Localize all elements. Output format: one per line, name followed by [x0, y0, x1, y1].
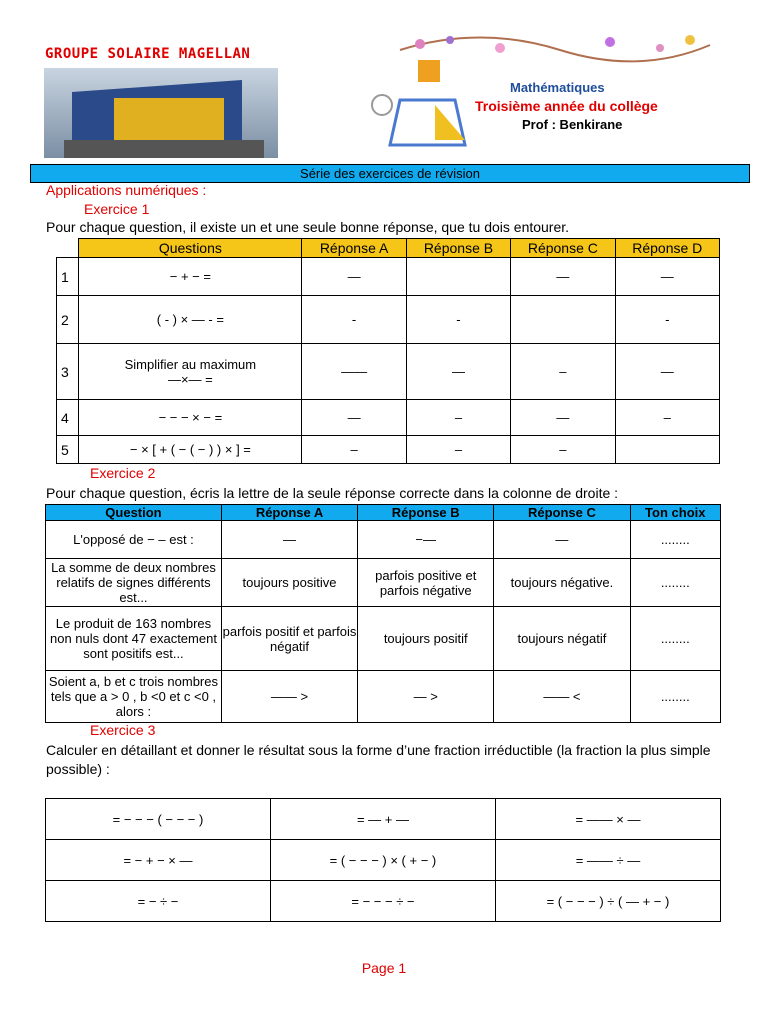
table-row: 1 − + − = — — —: [57, 258, 720, 296]
level: Troisième année du collège: [475, 98, 658, 114]
table-row: Soient a, b et c trois nombres tels que a > 0 , b <0 et c <0 , alors : ―― > ― > ―― < ........: [46, 671, 721, 723]
exercise-1-table: [56, 238, 720, 464]
school-name: GROUPE SOLAIRE MAGELLAN: [45, 46, 251, 62]
school-photo: [44, 68, 278, 158]
teacher: Prof : Benkirane: [522, 117, 623, 132]
table-row: = − − − ( − − − ) = ― + ― = ―― × ―: [46, 799, 721, 840]
table-row: 3 Simplifier au maximum ―×― = —— ― – ―: [57, 344, 720, 400]
col-c: Réponse C: [511, 239, 615, 258]
exercise-1-title: Exercice 1: [84, 201, 150, 217]
exercise-3-title: Exercice 3: [90, 722, 156, 738]
exercise-2-instruction: Pour chaque question, écris la lettre de la seule réponse correcte dans la colonne de droite :: [46, 485, 619, 501]
series-title-banner: Série des exercices de révision: [30, 164, 750, 183]
choice-cell[interactable]: ........: [630, 607, 720, 671]
choice-cell[interactable]: ........: [630, 521, 720, 559]
exercise-1-instruction: Pour chaque question, il existe un et une seule bonne réponse, que tu dois entourer.: [46, 219, 570, 235]
exercise-3-table: [45, 798, 721, 922]
col-questions: Questions: [79, 239, 302, 258]
exercise-2-title: Exercice 2: [90, 465, 156, 481]
table-row: 2 ( - ) × ― - = - - -: [57, 296, 720, 344]
exercise-2-table: Question Réponse A Réponse B Réponse C Ton choix L'opposé de − – est : ― −― ― ........ La somme de deux nombres relatifs de signes différents est... toujours positive parfois positive et parfois négative toujours négative. ........ Le produit de 163 nombres non nuls dont 47 exactement sont positifs est... parfois positif et parfois négatif toujours positif toujours négatif ........ Soient a, b et c trois nombres tels que a > 0 , b <0 et c <0 , alors : ―― > ― > ―― < ........: [45, 504, 721, 723]
col-b: Réponse B: [406, 239, 510, 258]
subject: Mathématiques: [510, 80, 605, 95]
table-row: L'opposé de − – est : ― −― ― ........: [46, 521, 721, 559]
col-d: Réponse D: [615, 239, 719, 258]
table-row: = − ÷ − = − − − ÷ − = ( − − − ) ÷ ( ― + − ): [46, 881, 721, 922]
section-title: Applications numériques :: [46, 182, 207, 198]
table-row: = − + − × ― = ( − − − ) × ( + − ) = ―― ÷ ―: [46, 840, 721, 881]
col-a: Réponse A: [302, 239, 406, 258]
table-row: La somme de deux nombres relatifs de signes différents est... toujours positive parfois positive et parfois négative toujours négative. ........: [46, 559, 721, 607]
exercise-3-instruction: Calculer en détaillant et donner le résultat sous la forme d’une fraction irréductible (la fraction la plus simple possible) :: [46, 742, 711, 777]
page-number: Page 1: [361, 960, 407, 976]
table-row: 4 − − − × − = ― – ― –: [57, 400, 720, 436]
table-row: 5 − × [ + ( − ( − ) ) × ] = – – –: [57, 436, 720, 464]
table-row: Le produit de 163 nombres non nuls dont 47 exactement sont positifs est... parfois positif et parfois négatif toujours positif toujours négatif ........: [46, 607, 721, 671]
choice-cell[interactable]: ........: [630, 559, 720, 607]
choice-cell[interactable]: ........: [630, 671, 720, 723]
